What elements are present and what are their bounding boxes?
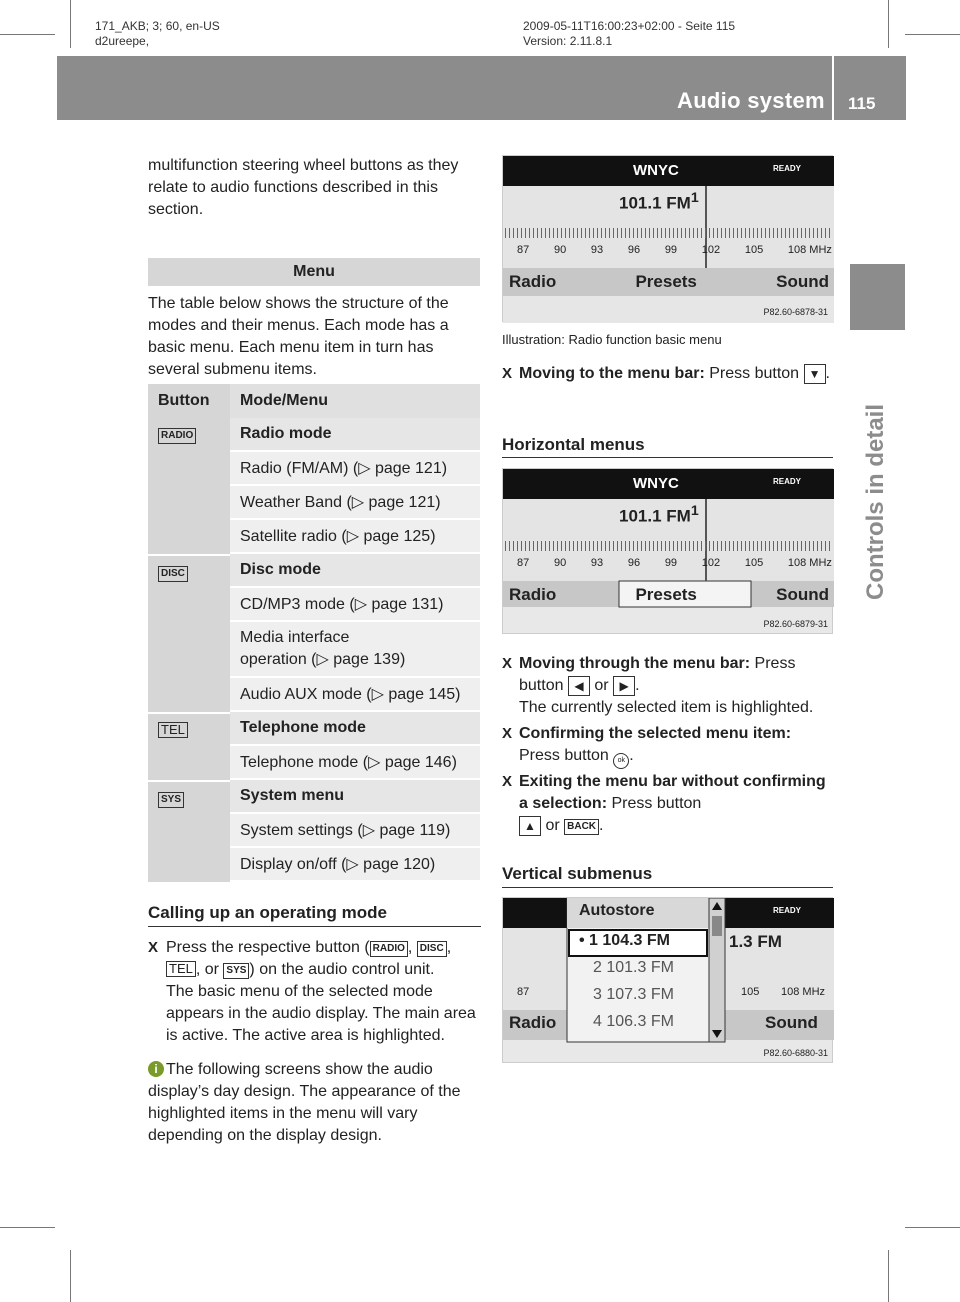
submenu-cell: Radio (FM/AM) (▷ page 121) [230, 452, 480, 486]
crop-mark [905, 1227, 960, 1228]
screen-radio-basic [502, 155, 833, 322]
tuning-scale [505, 541, 832, 551]
scale-label: 96 [627, 557, 641, 569]
scale-label: 87 [517, 986, 530, 998]
menu-bar [509, 272, 829, 292]
image-code: P82.60-6879-31 [763, 619, 828, 629]
exiting-step: Exiting the menu bar without confirming a selection: Press button ▲ or BACK . [519, 773, 826, 834]
mode-cell: Telephone mode [230, 712, 480, 746]
menu-description: The table below shows the structure of the modes and their menus. Each mode has a basic menu. Each menu item in turn has several submenu items. [148, 295, 449, 378]
submenu-cell: Display on/off (▷ page 120) [230, 848, 480, 882]
step-text: or [594, 677, 609, 694]
table-header-row [148, 384, 480, 418]
tel-key-icon: TEL [166, 961, 196, 977]
sys-key-icon: SYS [223, 963, 249, 979]
scale-label: 102 [701, 557, 721, 569]
step-separator: , or [195, 961, 224, 978]
preset-item: 2 101.3 FM [593, 959, 674, 976]
back-key-icon: BACK [564, 819, 599, 835]
menu-item-presets: Presets [635, 272, 697, 291]
crop-mark [0, 34, 55, 35]
step-text: or [545, 817, 560, 834]
preset-item: 3 107.3 FM [593, 986, 674, 1003]
menu-item-sound: Sound [765, 1013, 818, 1032]
crop-mark [888, 1250, 889, 1302]
vertical-submenus-heading: Vertical submenus [502, 864, 653, 883]
left-arrow-key-icon: ◀ [568, 676, 590, 696]
step-text: Press button [519, 747, 609, 764]
step-result: The currently selected item is highlighted. [519, 699, 814, 716]
submenu-cell: Satellite radio (▷ page 125) [230, 520, 480, 554]
frequency-text: 101.1 FM [619, 506, 691, 526]
info-icon: i [148, 1061, 164, 1077]
mode-cell: Disc mode [230, 554, 480, 588]
step-arrow-icon: X [502, 725, 513, 742]
screen-horizontal-menu [502, 468, 833, 634]
horizontal-menus-heading: Horizontal menus [502, 435, 645, 454]
right-arrow-key-icon: ▶ [613, 676, 635, 696]
scale-label: 87 [517, 244, 530, 256]
submenu-cell: System settings (▷ page 119) [230, 814, 480, 848]
submenu-cell: Audio AUX mode (▷ page 145) [230, 678, 480, 712]
meta-line: 171_AKB; 3; 60, en-US [95, 19, 220, 33]
scale-label: 105 [741, 986, 760, 998]
ready-indicator: READY [773, 477, 802, 486]
menu-bar [509, 585, 829, 605]
image-code: P82.60-6878-31 [763, 307, 828, 317]
column-header: Button [148, 384, 230, 418]
print-meta-right [523, 19, 735, 49]
preset-item: • 1 104.3 FM [579, 932, 670, 949]
scale-label: 102 [701, 244, 721, 256]
heading-rule [502, 457, 833, 458]
preset-item: 4 106.3 FM [593, 1013, 674, 1030]
mode-cell: Radio mode [230, 418, 480, 452]
scale-label: 105 [744, 244, 764, 256]
heading-rule [502, 887, 833, 888]
scale-label: 87 [517, 557, 530, 569]
moving-through-step: Moving through the menu bar: Press button ◀ or ▶ . The currently selected item is highlighted. [519, 653, 834, 719]
radio-display-image [503, 898, 834, 1064]
table-row [148, 712, 480, 746]
step-text: ) on the audio control unit. [249, 961, 435, 978]
submenu-cell: Media interface operation (▷ page 139) [230, 622, 480, 678]
step-separator: , [407, 939, 417, 956]
menu-item-radio: Radio [509, 272, 557, 291]
frequency-sup: 1 [690, 190, 699, 206]
scale-label: 108 MHz [787, 244, 832, 256]
down-arrow-key-icon: ▼ [804, 364, 826, 384]
disc-key-icon: DISC [158, 566, 188, 582]
radio-key-icon: RADIO [158, 428, 196, 444]
step-label: Moving through the menu bar: [519, 655, 751, 672]
section-title: Audio system [677, 88, 825, 113]
step-label: Confirming the selected menu item: [519, 725, 792, 742]
crop-mark [888, 0, 889, 48]
mode-cell: System menu [230, 780, 480, 814]
menu-item-presets: Presets [635, 585, 697, 604]
intro-paragraph: multifunction steering wheel buttons as they relate to audio functions described in this section. [148, 157, 459, 218]
calling-step [166, 937, 484, 1047]
crop-mark [70, 0, 71, 48]
tuning-scale [505, 228, 832, 238]
up-arrow-key-icon: ▲ [519, 816, 541, 836]
submenu-cell: Telephone mode (▷ page 146) [230, 746, 480, 780]
sidebar-tab [850, 264, 905, 330]
scale-label: 99 [664, 244, 678, 256]
button-cell [148, 780, 230, 882]
scale-label: 99 [664, 557, 678, 569]
frequency [619, 190, 699, 214]
column-header: Mode/Menu [230, 384, 480, 418]
frequency: 1.3 FM [729, 932, 782, 951]
image-code: P82.60-6880-31 [763, 1048, 828, 1058]
scale-label: 90 [553, 557, 567, 569]
submenu-cell: CD/MP3 mode (▷ page 131) [230, 588, 480, 622]
scale-labels [517, 557, 832, 569]
step-arrow-icon: X [502, 655, 513, 672]
menu-item-radio: Radio [509, 585, 557, 604]
step-label: Exiting the menu bar without confirming a selection: [519, 773, 826, 812]
crop-mark [0, 1227, 55, 1228]
frequency [619, 503, 699, 527]
button-cell [148, 554, 230, 712]
step-text: Press the respective button ( [166, 939, 370, 956]
menu-item-sound: Sound [776, 585, 829, 604]
menu-heading: Menu [148, 258, 480, 286]
menu-item-sound: Sound [776, 272, 829, 291]
step-result: The basic menu of the selected mode appears in the audio display. The main area is active. The active area is highlighted. [166, 983, 476, 1044]
screen-vertical-submenu [502, 897, 833, 1063]
tel-key-icon: TEL [158, 722, 188, 738]
sidebar-label: Controls in detail [862, 403, 889, 600]
menu-item-radio: Radio [509, 1013, 557, 1032]
step-text: Press button [709, 365, 800, 382]
step-text: Press button [519, 655, 796, 694]
page-number: 115 [848, 94, 876, 113]
scale-label: 90 [553, 244, 567, 256]
moving-to-step: Moving to the menu bar: Press button ▼ . [519, 365, 830, 382]
presets-title: Autostore [579, 902, 655, 919]
radio-display-image [503, 469, 834, 635]
heading-rule [148, 926, 481, 927]
scale-label: 93 [590, 557, 604, 569]
radio-key-icon: RADIO [370, 941, 408, 957]
button-cell [148, 418, 230, 554]
step-text: Press button [611, 795, 702, 812]
scale-label: 108 MHz [787, 557, 832, 569]
crop-mark [905, 34, 960, 35]
step-separator: , [446, 939, 452, 956]
ready-indicator: READY [773, 906, 802, 915]
ready-indicator: READY [773, 164, 802, 173]
station-name: WNYC [633, 162, 679, 179]
button-cell [148, 712, 230, 780]
step-arrow-icon: X [502, 365, 513, 382]
scale-label: 93 [590, 244, 604, 256]
crop-mark [70, 1250, 71, 1302]
disc-key-icon: DISC [417, 941, 447, 957]
menu-table [148, 384, 480, 882]
calling-heading: Calling up an operating mode [148, 903, 387, 922]
step-arrow-icon: X [148, 939, 159, 956]
meta-line: d2ureepe, [95, 34, 150, 48]
step-label: Moving to the menu bar: [519, 365, 705, 382]
sys-key-icon: SYS [158, 792, 184, 808]
meta-line: Version: 2.11.8.1 [523, 34, 613, 48]
table-row [148, 418, 480, 452]
scale-labels [517, 244, 832, 256]
meta-line: 2009-05-11T16:00:23+02:00 - Seite 115 [523, 19, 736, 33]
table-row [148, 554, 480, 588]
info-note: The following screens show the audio display’s day design. The appearance of the highlighted items in the menu will vary depending on the display design. [148, 1061, 461, 1144]
scale-label: 105 [744, 557, 764, 569]
table-row [148, 780, 480, 814]
frequency-text: 101.1 FM [619, 193, 691, 213]
submenu-cell: Weather Band (▷ page 121) [230, 486, 480, 520]
scale-label: 108 MHz [781, 986, 826, 998]
confirming-step: Confirming the selected menu item: Press button ok . [519, 723, 834, 769]
frequency-sup: 1 [690, 503, 699, 519]
radio-display-image [503, 156, 834, 323]
station-name: WNYC [633, 475, 679, 492]
ok-button-icon: ok [613, 753, 629, 769]
scale-label: 96 [627, 244, 641, 256]
print-meta-left [95, 19, 220, 49]
step-arrow-icon: X [502, 773, 513, 790]
figure-caption: Illustration: Radio function basic menu [502, 332, 722, 347]
header-divider [832, 56, 834, 120]
